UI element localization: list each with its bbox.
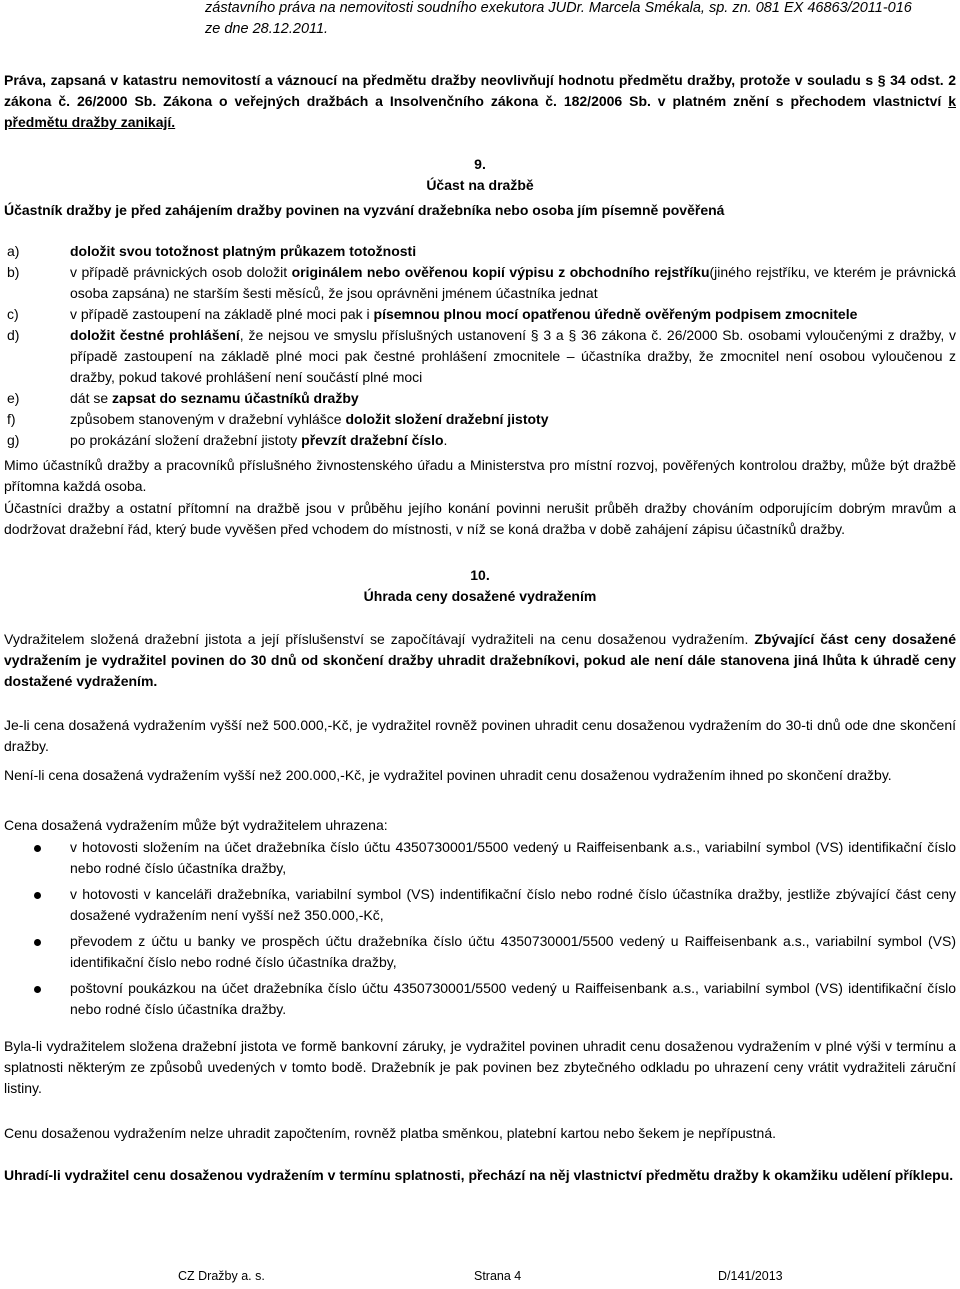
list-item: v hotovosti složením na účet dražebníka číslo účtu 4350730001/5500 vedený u Raiffeisenbank a.s., variabilní symbol (VS) identifikační číslo nebo rodné číslo účastníka dražby, xyxy=(4,837,956,879)
page-header xyxy=(205,0,912,40)
list-item: c) v případě zastoupení na základě plné moci pak i písemnou plnou mocí opatřenou úředně ověřeným podpisem zmocnitele xyxy=(4,304,956,325)
list-item: f) způsobem stanoveným v dražební vyhlášce doložit složení dražební jistoty xyxy=(4,409,956,430)
bank-guarantee-paragraph: Byla-li vydražitelem složena dražební jistota ve formě bankovní záruky, je vydražitel povinen uhradit cenu dosaženou vydražením v plné výši v termínu a splatnosti některým ze způsobů uvedených v tomto bodě. Dražebník je pak povinen bez zbytečného odkladu po uhrazení ceny vrátit vydražiteli záruční listiny. xyxy=(4,1038,956,1096)
attendance-paragraph: Mimo účastníků dražby a pracovníků příslušného živnostenského úřadu a Ministerstva pro místní rozvoj, pověřených kontrolou dražby, může být dražbě přítomna každá osoba. xyxy=(4,457,956,494)
intro-text: Práva, zapsaná v katastru nemovitostí a váznoucí na předmětu dražby neovlivňují hodnotu předmětu dražby, protože v souladu s § 34 odst. 2 zákona č. 26/2000 Sb. Zákona o veřejných dražbách a Insolvenčního zákona č. 182/2006 Sb. v platném znění s přechodem vlastnictví xyxy=(4,72,956,109)
list-item: g) po prokázání složení dražební jistoty převzít dražební číslo. xyxy=(4,430,956,451)
intro-underlined-text: k předmětu dražby zanikají. xyxy=(4,93,956,130)
list-item: převodem z účtu u banky ve prospěch účtu dražebníka číslo účtu 4350730001/5500 vedený u Raiffeisenbank a.s., variabilní symbol (VS) identifikační číslo nebo rodné číslo účastníka dražby, xyxy=(4,931,956,973)
intro-paragraph xyxy=(4,70,956,133)
list-item: e) dát se zapsat do seznamu účastníků dražby xyxy=(4,388,956,409)
payment-paragraph-1: Vydražitelem složená dražební jistota a její příslušenství se započítávají vydražiteli na cenu dosaženou vydražením. Zbývající část ceny dosažené vydražením je vydražitel povinen do 30 dnů od skončení dražby uhradit dražebníkovi, pokud ale není dále stanovena jiná lhůta k úhradě ceny dostažené vydražením. xyxy=(4,631,956,689)
section-10-number: 10. xyxy=(470,567,490,583)
list-item: v hotovosti v kanceláři dražebníka, variabilní symbol (VS) indentifikační číslo nebo rodné číslo účastníka dražby, jestliže zbývající část ceny dosažené vydražením není vyšší než 350.000,-Kč, xyxy=(4,884,956,926)
list-marker: c) xyxy=(7,306,19,322)
list-marker: b) xyxy=(7,264,20,280)
bullet-icon xyxy=(34,892,41,899)
footer-reference: D/141/2013 xyxy=(718,1269,783,1283)
conduct-paragraph: Účastníci dražby a ostatní přítomní na dražbě jsou v průběhu jejího konání povinni nerušit průběh dražby chováním odporujícím dobrým mravům a dodržovat dražební řád, který bude vyvěšen před vchodem do místnosti, v níž se koná dražba v době zahájení zápisu účastníků dražby. xyxy=(4,500,956,537)
bullet-icon xyxy=(34,986,41,993)
list-marker: d) xyxy=(7,327,20,343)
list-marker: f) xyxy=(7,411,16,427)
footer-page-number: Strana 4 xyxy=(474,1269,522,1283)
payment-methods-list xyxy=(4,837,956,1020)
list-item: d) doložit čestné prohlášení, že nejsou ve smyslu příslušných ustanovení § 3 a § 36 zákona č. 26/2000 Sb. osobami vyloučenými z dražby, v případě zastoupení na základě plné moci pak čestné prohlášení zmocnitele – účastníka dražby, že zmocnitel není osobou vyloučenou z dražby, pokud takové prohlášení není součástí plné moci xyxy=(7,327,956,385)
footer-company: CZ Dražby a. s. xyxy=(178,1269,265,1283)
list-marker: e) xyxy=(7,390,20,406)
bullet-icon xyxy=(34,845,41,852)
header-line-1: zástavního práva na nemovitosti soudního exekutora JUDr. Marcela Smékala, sp. zn. 081 EX 46863/2011-016 xyxy=(205,0,912,16)
header-line-2: ze dne 28.12.2011. xyxy=(205,21,329,37)
requirements-list xyxy=(4,241,956,451)
section-9-title: Účast na dražbě xyxy=(426,177,534,193)
list-item: a) doložit svou totožnost platným průkazem totožnosti xyxy=(4,241,956,262)
payment-methods-lead: Cena dosažená vydražením může být vydražitelem uhrazena: xyxy=(4,817,388,833)
ownership-transfer-paragraph: Uhradí-li vydražitel cenu dosaženou vydražením v termínu splatnosti, přechází na něj vlastnictví předmětu dražby k okamžiku udělení příklepu. xyxy=(4,1167,954,1183)
payment-paragraph-3: Není-li cena dosažená vydražením vyšší než 200.000,-Kč, je vydražitel povinen uhradit cenu dosaženou vydražením ihned po skončení dražby. xyxy=(4,767,892,783)
section-9-lead: Účastník dražby je před zahájením dražby povinen na vyzvání dražebníka nebo osoba jím písemně pověřená xyxy=(4,202,725,218)
list-item: poštovní poukázkou na účet dražebníka číslo účtu 4350730001/5500 vedený u Raiffeisenbank a.s., variabilní symbol (VS) identifikační číslo nebo rodné číslo účastníka dražby. xyxy=(4,978,956,1020)
list-marker: g) xyxy=(7,432,20,448)
section-9-number: 9. xyxy=(474,156,486,172)
bullet-icon xyxy=(34,939,41,946)
payment-paragraph-2: Je-li cena dosažená vydražením vyšší než 500.000,-Kč, je vydražitel rovněž povinen uhradit cenu dosaženou vydražením do 30-ti dnů ode dne skončení dražby. xyxy=(4,717,956,754)
payment-restrictions-paragraph: Cenu dosaženou vydražením nelze uhradit započtením, rovněž platba směnkou, platební kartou nebo šekem je nepřípustná. xyxy=(4,1125,777,1141)
section-10-title: Úhrada ceny dosažené vydražením xyxy=(363,588,597,604)
list-item: b) v případě právnických osob doložit originálem nebo ověřenou kopií výpisu z obchodního rejstříku(jiného rejstříku, ve kterém je právnická osoba zapsána) ne starším šesti měsíců, že jsou oprávněni jménem účastníka jednat xyxy=(7,264,956,301)
list-marker: a) xyxy=(7,243,20,259)
